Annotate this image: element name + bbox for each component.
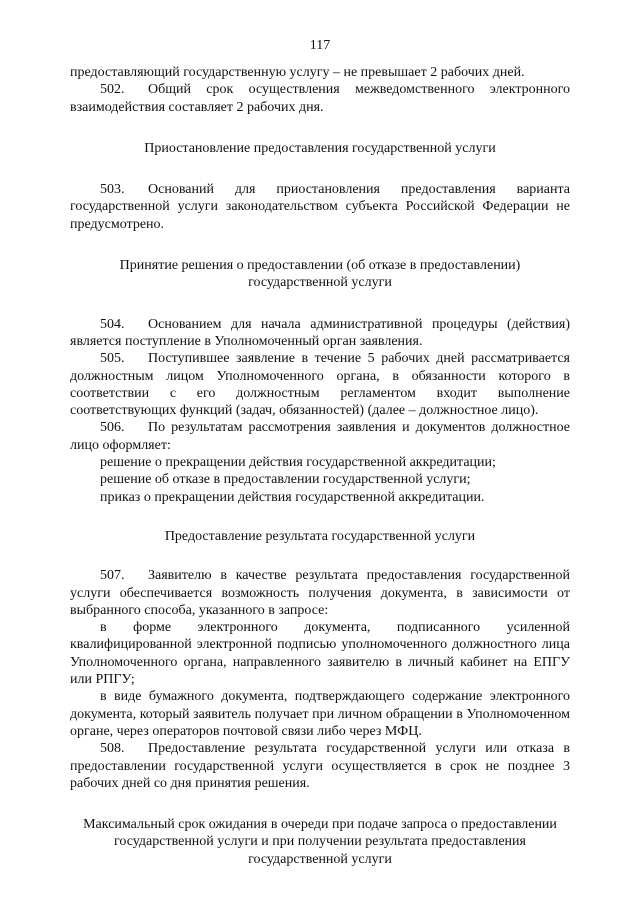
paragraph-number: 504. xyxy=(100,316,125,332)
list-item: в виде бумажного документа, подтверждающего содержание электронного документа, который заявитель получает при личном обращении в Уполномоченном органе, через операторов почтовой связи либо через МФЦ. xyxy=(70,689,570,739)
list-item: решение о прекращении действия государственной аккредитации; xyxy=(100,455,496,471)
paragraph-text: Поступившее заявление в течение 5 рабочих дней рассматривается должностным лицом Уполномоченного органа, в обязанности которого в соответствии с его должностным регламентом входит выполнение соответствующих функций (задач, обязанностей) (далее – должностное лицо). xyxy=(70,351,570,419)
paragraph-number: 506. xyxy=(100,420,125,436)
paragraph-number: 503. xyxy=(100,182,125,198)
section-heading: Принятие решения о предоставлении (об отказе в предоставлении) государственной услуги xyxy=(119,258,521,291)
paragraph-text: Заявителю в качестве результата предоставления государственной услуги обеспечивается возможность получения документа, в зависимости от выбранного способа, указанного в запросе: xyxy=(70,568,570,618)
document-body xyxy=(70,64,570,868)
paragraph-text: Оснований для приостановления предоставления варианта государственной услуги законодательством субъекта Российской Федерации не предусмотрено. xyxy=(70,182,570,232)
paragraph-502 xyxy=(70,81,570,116)
section-heading: Предоставление результата государственной услуги xyxy=(164,528,476,544)
section-heading: Максимальный срок ожидания в очереди при подаче запроса о предоставлении государственной услуги и при получении результата предоставления государственной услуги xyxy=(83,817,557,867)
paragraph-number: 502. xyxy=(100,82,125,98)
list-item: приказ о прекращении действия государственной аккредитации. xyxy=(100,489,485,505)
paragraph-number: 507. xyxy=(100,568,125,584)
paragraph-507 xyxy=(70,567,570,619)
paragraph-text: Основанием для начала административной процедуры (действия) является поступление в Уполномоченный орган заявления. xyxy=(70,316,570,349)
paragraph-text: По результатам рассмотрения заявления и документов должностное лицо оформляет: xyxy=(70,420,570,453)
list-item: решение об отказе в предоставлении государственной услуги; xyxy=(100,472,471,488)
paragraph-508 xyxy=(70,740,570,792)
paragraph-503 xyxy=(70,181,570,233)
page-number: 117 xyxy=(309,38,331,53)
paragraph-text: Предоставление результата государственной услуги или отказа в предоставлении государственной услуги осуществляется в срок не позднее 3 рабочих дней со дня принятия решения. xyxy=(70,741,570,791)
paragraph-505 xyxy=(70,350,570,419)
paragraph-number: 505. xyxy=(100,351,125,367)
paragraph-number: 508. xyxy=(100,741,125,757)
paragraph-text: Общий срок осуществления межведомственного электронного взаимодействия составляет 2 рабочих дня. xyxy=(70,82,570,115)
paragraph-504 xyxy=(70,316,570,351)
continued-text: предоставляющий государственную услугу – не превышает 2 рабочих дней. xyxy=(70,65,525,80)
list-item: в форме электронного документа, подписанного усиленной квалифицированной электронной подписью уполномоченного должностного лица Уполномоченного органа, направленного заявителю в личный кабинет на ЕПГУ или РПГУ; xyxy=(70,620,570,688)
paragraph-506 xyxy=(70,419,570,454)
section-heading: Приостановление предоставления государственной услуги xyxy=(144,140,496,156)
